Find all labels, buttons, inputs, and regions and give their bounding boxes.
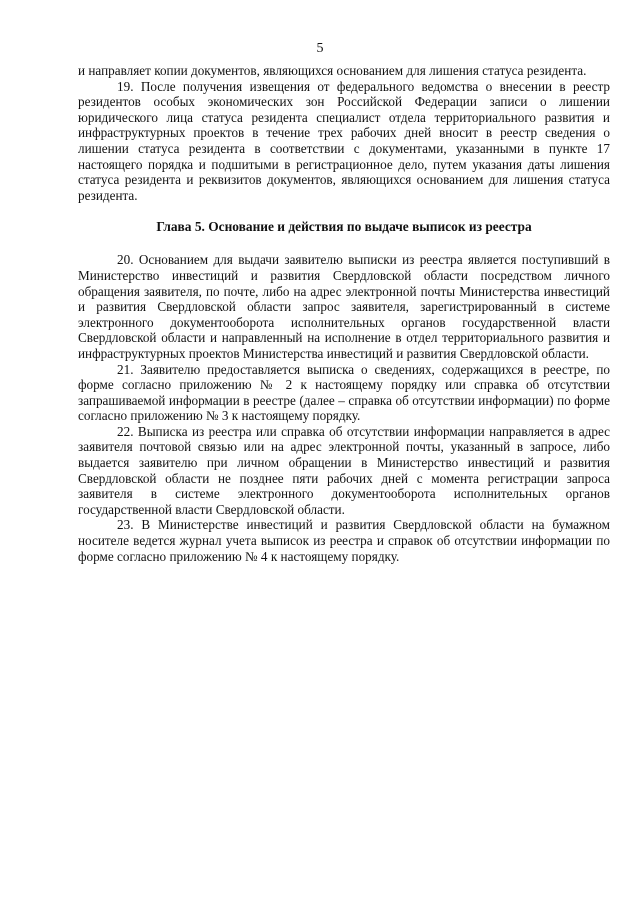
paragraph-continuation: и направляет копии документов, являющихся основанием для лишения статуса резидента.: [78, 63, 587, 78]
paragraph-19: 19. После получения извещения от федерального ведомства о внесении в реестр резидентов особых экономических зон Российской Федерации записи о лишении юридического лица статуса резидента специалист отдела территориального развития и инфраструктурных проектов в течение трех рабочих дней вносит в реестр сведения о лишении статуса резидента в соответствии с документами, указанными в пункте 17 настоящего порядка и подшитыми в регистрационное дело, путем указания даты лишения статуса резидента и реквизитов документов, являющихся основанием для лишения статуса резидента.: [78, 78, 610, 203]
chapter-5-title: Глава 5. Основание и действия по выдаче выписок из реестра: [156, 219, 532, 235]
page-number: 5: [316, 41, 324, 56]
document-body: [78, 63, 610, 564]
paragraph-21: 21. Заявителю предоставляется выписка о сведениях, содержащихся в реестре, по форме согласно приложению № 2 к настоящему порядку или справка об отсутствии запрашиваемой информации в реестре (далее – справка об отсутствии информации) по форме согласно приложению № 3 к настоящему порядку.: [78, 361, 610, 424]
paragraph-22: 22. Выписка из реестра или справка об отсутствии информации направляется в адрес заявителя почтовой связью или на адрес электронной почты, указанный в запросе, либо выдается заявителю при личном обращении в Министерство инвестиций и развития Свердловской области не позднее пяти рабочих дней с момента регистрации запроса заявителя в системе электронного документооборота исполнительных органов государственной власти Свердловской области.: [78, 423, 610, 517]
paragraph-20: 20. Основанием для выдачи заявителю выписки из реестра является поступивший в Министерство инвестиций и развития Свердловской области посредством личного обращения заявителя, по почте, либо на адрес электронной почты Министерства инвестиций и развития Свердловской области запрос заявителя, зарегистрированный в системе электронного документооборота исполнительных органов государственной власти Свердловской области и направленный на исполнение в отдел территориального развития и инфраструктурных проектов Министерства инвестиций и развития Свердловской области.: [78, 252, 610, 361]
paragraph-23: 23. В Министерстве инвестиций и развития Свердловской области на бумажном носителе ведется журнал учета выписок из реестра и справок об отсутствии информации по форме согласно приложению № 4 к настоящему порядку.: [78, 517, 610, 564]
